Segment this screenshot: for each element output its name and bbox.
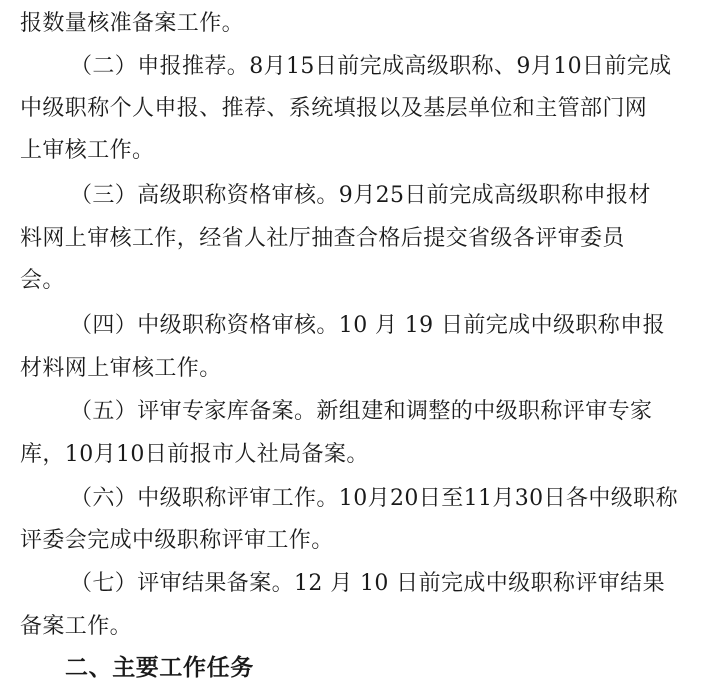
section-heading: 二、主要工作任务 [65,655,254,681]
text-line: （七）评审结果备案。12 月 10 日前完成中级职称评审结果 [70,571,665,596]
text-line: （六）中级职称评审工作。10月20日至11月30日各中级职称 [70,486,678,511]
text-line: 中级职称个人申报、推荐、系统填报以及基层单位和主管部门网 [20,96,648,121]
text-line: 库，10月10日前报市人社局备案。 [20,442,369,467]
text-line: 备案工作。 [20,614,133,639]
text-line: 报数量核准备案工作。 [20,11,245,36]
text-line: （二）申报推荐。8月15日前完成高级职称、9月10日前完成 [70,54,672,79]
text-line: （五）评审专家库备案。新组建和调整的中级职称评审专家 [70,399,653,424]
text-line: 材料网上审核工作。 [20,356,222,381]
text-line: （四）中级职称资格审核。10 月 19 日前完成中级职称申报 [70,313,665,338]
text-line: 上审核工作。 [20,138,155,163]
text-line: （三）高级职称资格审核。9月25日前完成高级职称申报材 [70,183,651,208]
text-line: 评委会完成中级职称评审工作。 [20,528,334,553]
text-line: 会。 [20,268,65,293]
text-line: 料网上审核工作，经省人社厅抽查合格后提交省级各评审委员 [20,226,625,251]
